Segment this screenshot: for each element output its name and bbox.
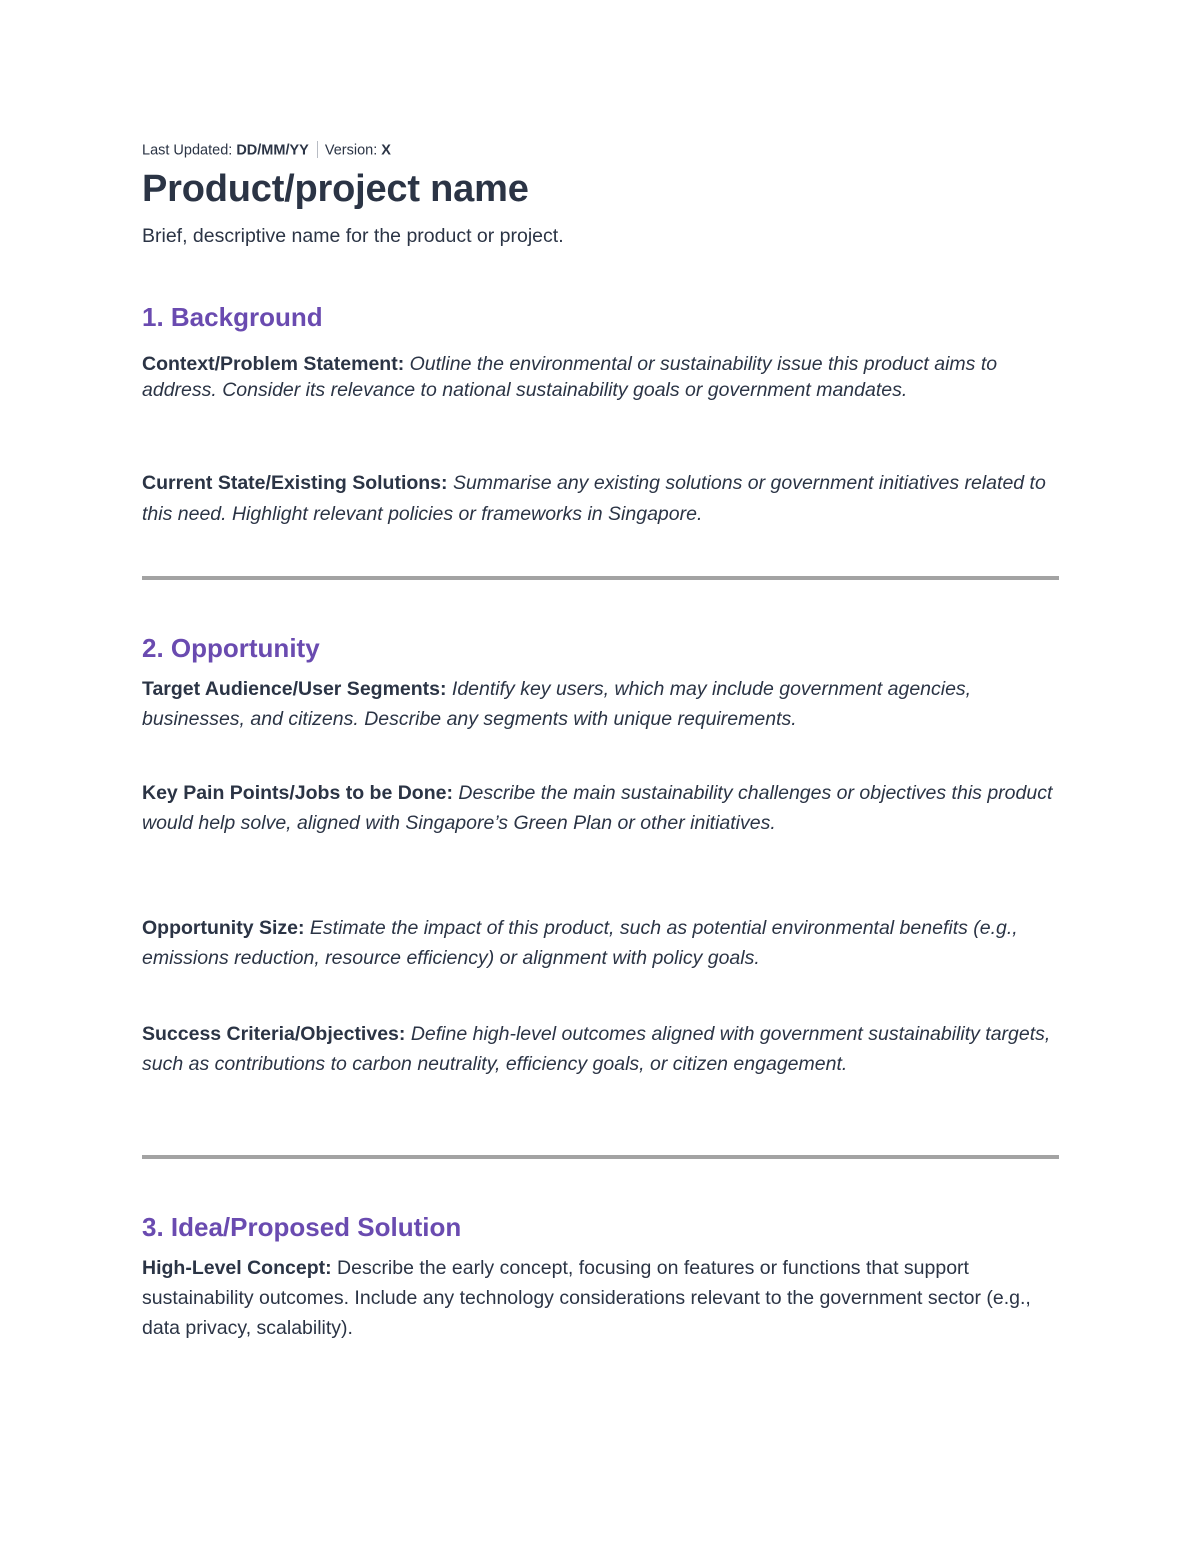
success-criteria [142, 1019, 1059, 1079]
page-subtitle: Brief, descriptive name for the product or project. [142, 225, 564, 247]
key-pain-points [142, 778, 1059, 838]
item-label: Context/Problem Statement: [142, 353, 405, 375]
section-heading-background: 1. Background [142, 302, 323, 332]
version-label: Version: [324, 142, 378, 159]
item-description: Summarise any existing solutions or government initiatives related to this need. Highlight relevant policies or frameworks in Singapore. [142, 472, 1046, 525]
item-description: Outline the environmental or sustainability issue this product aims to address. Consider its relevance to national sustainability goals or government mandates. [142, 353, 998, 401]
item-label: High-Level Concept: [142, 1257, 332, 1279]
version-value: X [381, 142, 391, 159]
item-description: Describe the main sustainability challenges or objectives this product would help solve, aligned with Singapore’s Green Plan or other initiatives. [142, 782, 1053, 834]
last-updated-value: DD/MM/YY [236, 142, 309, 159]
section-divider [142, 576, 1059, 580]
section-divider [142, 1155, 1059, 1159]
section-heading-proposed-solution: 3. Idea/Proposed Solution [142, 1212, 462, 1242]
item-label: Success Criteria/Objectives: [142, 1023, 406, 1045]
item-label: Current State/Existing Solutions: [142, 472, 448, 494]
item-label: Opportunity Size: [142, 917, 305, 939]
item-label: Key Pain Points/Jobs to be Done: [142, 782, 453, 804]
meta-separator [317, 141, 318, 158]
last-updated-label: Last Updated: [142, 142, 233, 159]
current-state-existing-solutions [142, 468, 1059, 530]
item-description: Define high-level outcomes aligned with government sustainability targets, such as contributions to carbon neutrality, efficiency goals, or citizen engagement. [142, 1023, 1051, 1075]
document-meta [142, 142, 391, 159]
item-description: Estimate the impact of this product, such as potential environmental benefits (e.g., emissions reduction, resource efficiency) or alignment with policy goals. [142, 917, 1018, 969]
target-audience [142, 674, 1059, 734]
section-heading-opportunity: 2. Opportunity [142, 633, 320, 663]
high-level-concept [142, 1253, 1059, 1343]
page-title: Product/project name [142, 168, 529, 210]
item-description: Describe the early concept, focusing on features or functions that support sustainability outcomes. Include any technology considerations relevant to the government sector (e.g., data privacy, scalability). [142, 1257, 1031, 1339]
item-description: Identify key users, which may include government agencies, businesses, and citizens. Describe any segments with unique requirements. [142, 678, 972, 730]
context-problem-statement [142, 351, 1059, 403]
opportunity-size [142, 913, 1059, 973]
item-label: Target Audience/User Segments: [142, 678, 447, 700]
